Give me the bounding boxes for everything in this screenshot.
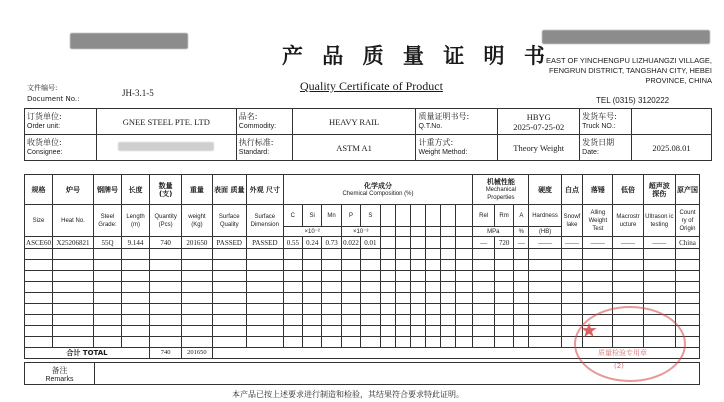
col-spec-cn: 规格 [25, 175, 53, 205]
weight-method-value: Theory Weight [498, 135, 580, 161]
col-macro-en: Macrostr ucture [613, 205, 643, 237]
consignee-label: 收货单位: Consignee: [25, 135, 97, 161]
col-surface-en: Surface Quality [212, 205, 246, 237]
col-dimension-cn: 外观 尺寸 [246, 175, 283, 205]
commodity-label: 品名: Commodity: [236, 109, 292, 135]
col-chem-header: 化学成分 Chemical Composition (%) [283, 175, 473, 205]
table-row: ASCE60 X25206821 55Q 9.144 740 201650 PASSED PASSED 0.55 0.24 0.73 0.022 0.01 — 720 — —— —— —— —— —— China [25, 237, 700, 249]
stamp-star-icon: ★ [580, 318, 598, 342]
doc-no-value: JH-3.1-5 [122, 88, 154, 98]
col-drop-weight-en: Alling Weight Test [583, 205, 613, 237]
el-c: C [283, 205, 302, 227]
col-surface-cn: 表面 质量 [212, 175, 246, 205]
hardness-unit: (HB) [529, 227, 561, 237]
col-heat-en: Heat No. [53, 205, 94, 237]
commodity-value: HEAVY RAIL [292, 109, 416, 135]
col-spec-en: Size [25, 205, 53, 237]
col-white-spot-en: Snowf lake [561, 205, 583, 237]
redacted-company-name [542, 30, 710, 44]
consignee-value [96, 135, 236, 161]
mech-unit-pct: % [514, 227, 529, 237]
el-s: S [361, 205, 380, 227]
chem-unit-2: ×10⁻³ [341, 227, 380, 237]
redacted-logo [70, 33, 188, 49]
col-hardness-cn: 硬度 [529, 175, 561, 205]
col-white-spot-cn: 白点 [561, 175, 583, 205]
date-value: 2025.08.01 [632, 135, 712, 161]
col-macro-cn: 低倍 [613, 175, 643, 205]
weight-method-label: 计重方式: Weight Method: [416, 135, 498, 161]
empty-row [25, 260, 700, 271]
el-p: P [341, 205, 360, 227]
mech-rel: Rel [473, 205, 495, 227]
empty-row [25, 271, 700, 282]
col-origin-en: Count ry of Origin [675, 205, 699, 237]
page-title: 产 品 质 量 证 明 书 [282, 44, 551, 68]
col-mech-header: 机械性能 Mechanical Properties [473, 175, 529, 205]
col-ultrasonic-en: Ultrason ic testing [643, 205, 675, 237]
company-address: EAST OF YINCHENGPU LIZHUANGZI VILLAGE, FENGRUN DISTRICT, TANGSHAN CITY, HEBEI PROVINCE, CHINA [545, 56, 712, 85]
col-origin-cn: 原产国 [675, 175, 699, 205]
empty-row [25, 249, 700, 260]
empty-row [25, 293, 700, 304]
mech-rm: Rm [494, 205, 513, 227]
company-tel: TEL (0315) 3120222 [596, 96, 670, 105]
col-hardness-en: Hardness [529, 205, 561, 227]
footer-statement: 本产品已按上述要求进行制造和检验，其结果符合要求特此证明。 [232, 390, 464, 399]
col-drop-weight-cn: 落锤 [583, 175, 613, 205]
order-unit-label: 订货单位: Order unit: [25, 109, 97, 135]
el-mn: Mn [322, 205, 341, 227]
standard-value: ASTM A1 [292, 135, 416, 161]
qt-no-value: HBYG 2025-07-25-02 [498, 109, 580, 135]
standard-label: 执行标准: Standard: [236, 135, 292, 161]
mech-a: A [514, 205, 529, 227]
page-subtitle: Quality Certificate of Product [300, 79, 443, 93]
empty-row [25, 282, 700, 293]
col-dimension-en: Surface Dimension [246, 205, 283, 237]
el-si: Si [303, 205, 322, 227]
remarks-label: 备注 Remarks [25, 363, 95, 385]
col-heat-cn: 炉号 [53, 175, 94, 205]
qt-no-label: 质量证明书号: Q.T.No. [416, 109, 498, 135]
total-row: 合计 TOTAL 740 201650 [25, 348, 700, 359]
order-unit-value: GNEE STEEL PTE. LTD [96, 109, 236, 135]
col-weight-en: weight (Kg) [182, 205, 212, 237]
col-length-en: Length (m) [121, 205, 149, 237]
stamp-text: 质量检验专用章 [598, 349, 647, 357]
mech-unit-mpa: MPa [473, 227, 514, 237]
stamp-number: (2) [614, 362, 624, 370]
col-ultrasonic-cn: 超声波 探伤 [643, 175, 675, 205]
date-label: 发货日期 Date: [580, 135, 632, 161]
info-table [24, 108, 712, 161]
doc-no-label: 文件编号: Document No.: [27, 84, 80, 103]
col-grade-en: Steel Grade: [93, 205, 121, 237]
col-weight-cn: 重量 [182, 175, 212, 205]
truck-no-label: 发货车号: Truck NO.: [580, 109, 632, 135]
col-qty-cn: 数量 (支) [150, 175, 182, 205]
col-qty-en: Quantity (Pcs) [150, 205, 182, 237]
truck-no-value [632, 109, 712, 135]
col-grade-cn: 钢牌号 [93, 175, 121, 205]
chem-unit-1: ×10⁻² [283, 227, 341, 237]
col-length-cn: 长度 [121, 175, 149, 205]
